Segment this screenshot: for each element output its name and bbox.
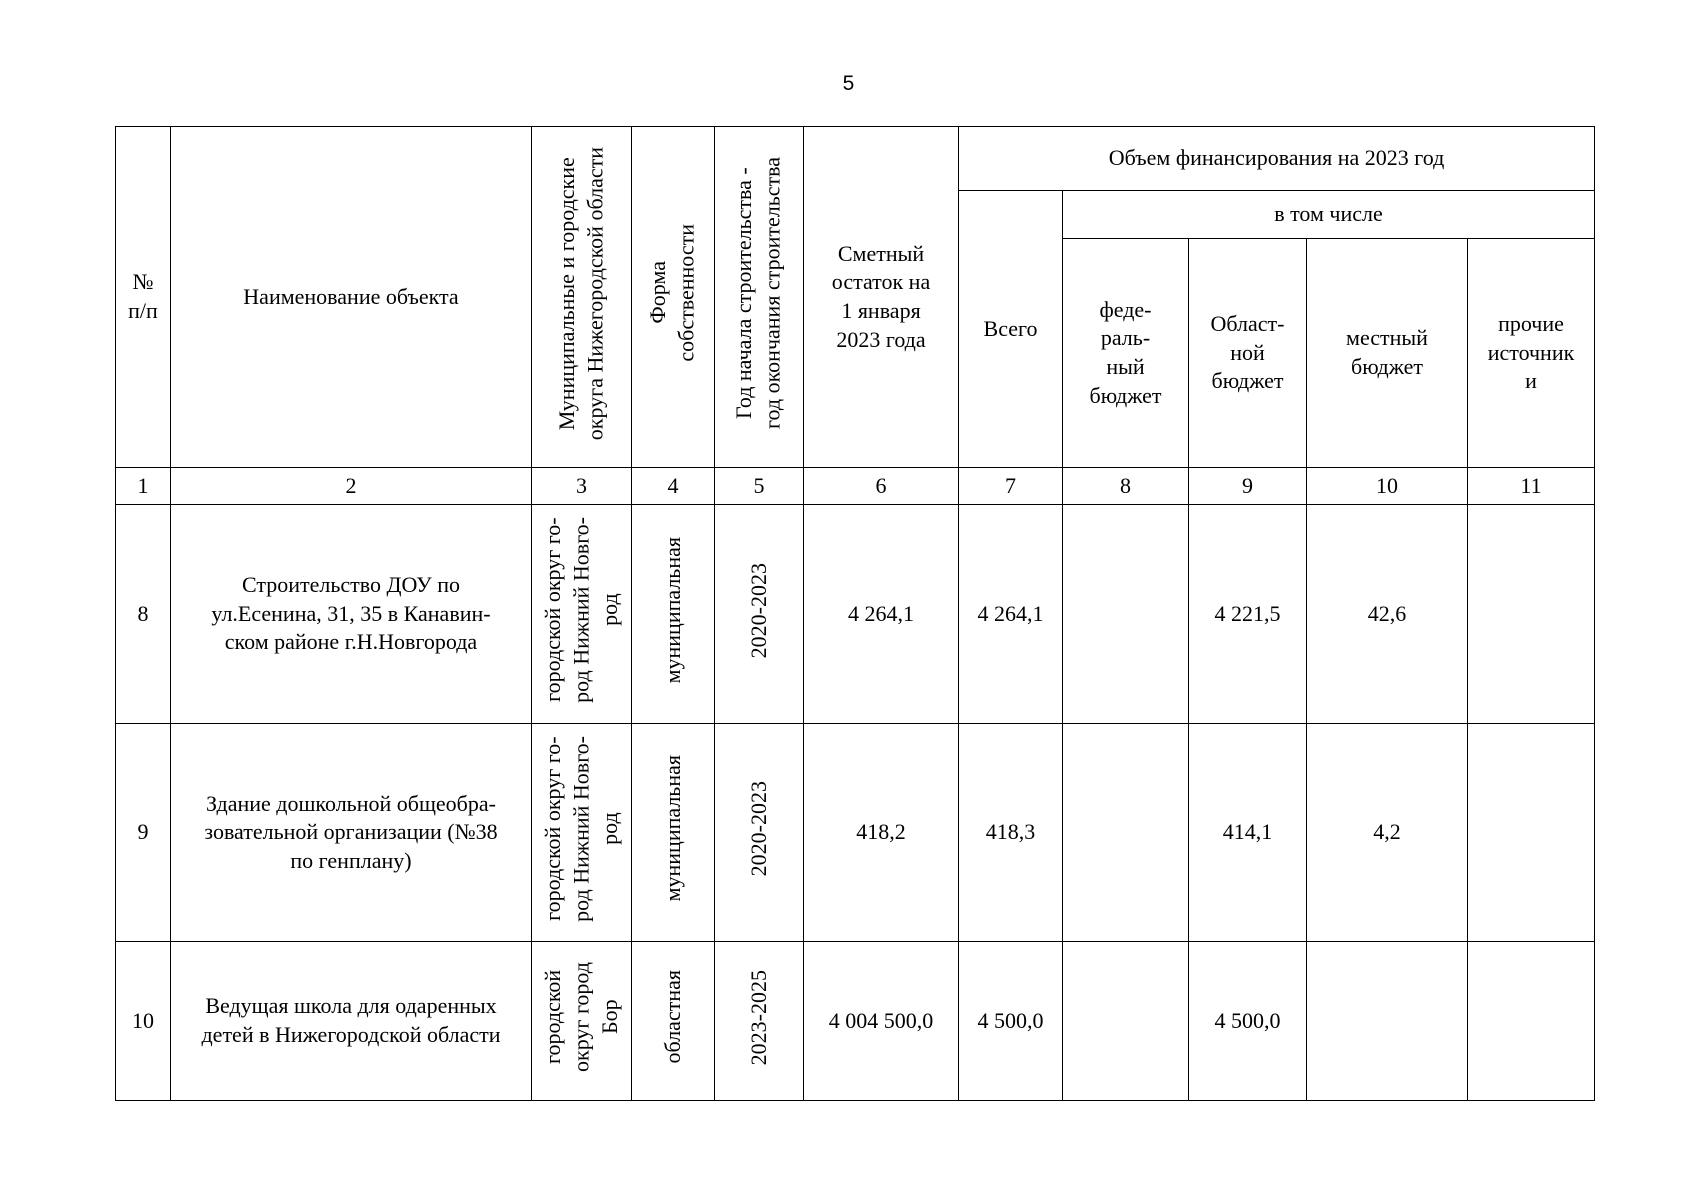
header-regional: Област- ной бюджет bbox=[1189, 239, 1307, 468]
header-local: местный бюджет bbox=[1307, 239, 1468, 468]
page-number: 5 bbox=[842, 72, 855, 95]
row-regional: 4 500,0 bbox=[1189, 942, 1307, 1101]
header-years: Год начала строительства - год окончания строительства bbox=[715, 127, 804, 468]
row-name: Строительство ДОУ по ул.Есенина, 31, 35 в Канавин- ском районе г.Н.Новгорода bbox=[171, 505, 532, 724]
financing-table bbox=[115, 126, 1595, 1101]
row-federal bbox=[1063, 942, 1189, 1101]
column-numbers-row bbox=[116, 468, 1595, 505]
header-other: прочие источник и bbox=[1468, 239, 1595, 468]
row-local: 42,6 bbox=[1307, 505, 1468, 724]
row-estimate: 418,2 bbox=[804, 724, 959, 942]
row-name: Ведущая школа для одаренных детей в Нижегородской области bbox=[171, 942, 532, 1101]
row-ownership: муниципальная bbox=[632, 724, 715, 942]
column-number: 8 bbox=[1063, 468, 1189, 505]
row-years: 2023-2025 bbox=[715, 942, 804, 1101]
column-number: 5 bbox=[715, 468, 804, 505]
row-estimate: 4 264,1 bbox=[804, 505, 959, 724]
row-estimate: 4 004 500,0 bbox=[804, 942, 959, 1101]
header-municipality: Муниципальные и городские округа Нижегородской области bbox=[532, 127, 632, 468]
table-row bbox=[116, 505, 1595, 724]
row-local: 4,2 bbox=[1307, 724, 1468, 942]
row-municipality: городской округ город Бор bbox=[532, 942, 632, 1101]
column-number: 11 bbox=[1468, 468, 1595, 505]
column-number: 2 bbox=[171, 468, 532, 505]
column-number: 1 bbox=[116, 468, 171, 505]
column-number: 6 bbox=[804, 468, 959, 505]
row-num: 8 bbox=[116, 505, 171, 724]
table-row bbox=[116, 942, 1595, 1101]
row-federal bbox=[1063, 724, 1189, 942]
column-number: 7 bbox=[959, 468, 1063, 505]
row-regional: 414,1 bbox=[1189, 724, 1307, 942]
row-name: Здание дошкольной общеобра- зовательной организации (№38 по генплану) bbox=[171, 724, 532, 942]
row-total: 4 264,1 bbox=[959, 505, 1063, 724]
row-other bbox=[1468, 942, 1595, 1101]
header-num: № п/п bbox=[116, 127, 171, 468]
row-ownership: областная bbox=[632, 942, 715, 1101]
column-number: 3 bbox=[532, 468, 632, 505]
header-name: Наименование объекта bbox=[171, 127, 532, 468]
row-municipality: городской округ го- род Нижний Новго- род bbox=[532, 724, 632, 942]
row-ownership: муниципальная bbox=[632, 505, 715, 724]
column-number: 9 bbox=[1189, 468, 1307, 505]
header-federal: феде- раль- ный бюджет bbox=[1063, 239, 1189, 468]
row-num: 10 bbox=[116, 942, 171, 1101]
row-federal bbox=[1063, 505, 1189, 724]
row-regional: 4 221,5 bbox=[1189, 505, 1307, 724]
row-total: 4 500,0 bbox=[959, 942, 1063, 1101]
column-number: 10 bbox=[1307, 468, 1468, 505]
header-including: в том числе bbox=[1063, 191, 1595, 239]
header-ownership: Форма собственности bbox=[632, 127, 715, 468]
row-local bbox=[1307, 942, 1468, 1101]
row-num: 9 bbox=[116, 724, 171, 942]
row-other bbox=[1468, 505, 1595, 724]
row-years: 2020-2023 bbox=[715, 505, 804, 724]
row-other bbox=[1468, 724, 1595, 942]
row-years: 2020-2023 bbox=[715, 724, 804, 942]
row-total: 418,3 bbox=[959, 724, 1063, 942]
header-total: Всего bbox=[959, 191, 1063, 468]
table-row bbox=[116, 724, 1595, 942]
column-number: 4 bbox=[632, 468, 715, 505]
header-financing: Объем финансирования на 2023 год bbox=[959, 127, 1595, 191]
row-municipality: городской округ го- род Нижний Новго- род bbox=[532, 505, 632, 724]
header-estimate: Сметный остаток на 1 января 2023 года bbox=[804, 127, 959, 468]
